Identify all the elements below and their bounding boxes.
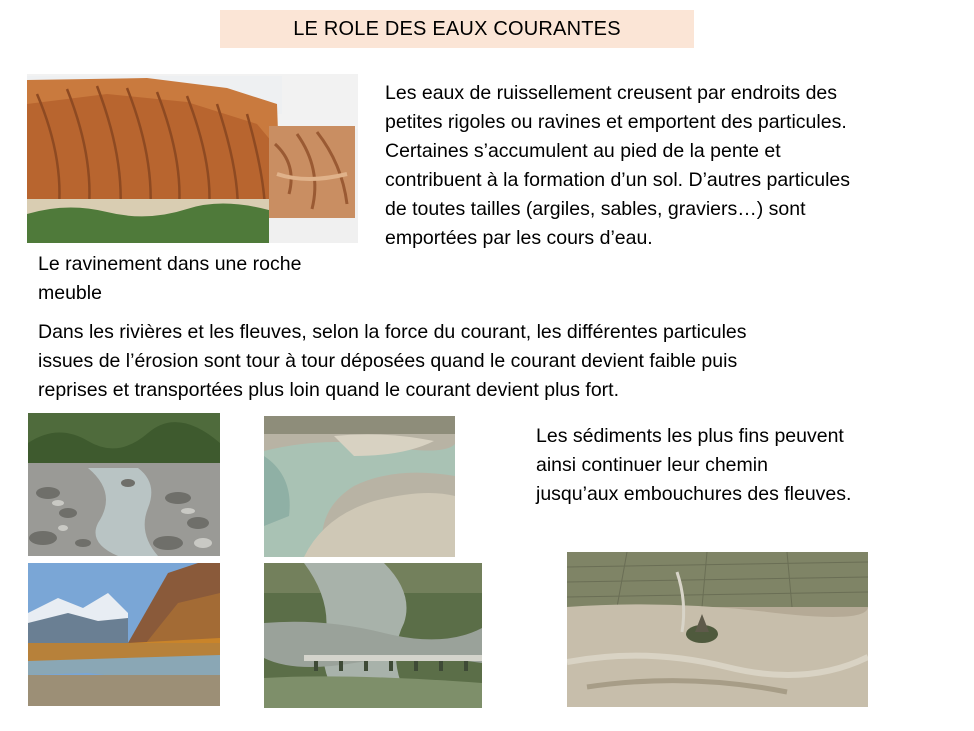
river-bridge-aerial-photo — [264, 563, 482, 708]
rocky-stream-photo — [28, 413, 220, 556]
alpine-valley-photo — [28, 563, 220, 706]
text-line: Les sédiments les plus fins peuvent — [536, 425, 844, 447]
sediments-paragraph — [536, 422, 956, 509]
ravine-caption — [38, 250, 358, 308]
text-line: reprises et transportées plus loin quand le courant devient plus fort. — [38, 379, 620, 401]
text-line: emportées par les cours d’eau. — [385, 227, 653, 249]
rivers-paragraph — [38, 318, 938, 405]
braided-river-photo — [264, 416, 455, 557]
text-line: Les eaux de ruissellement creusent par endroits des — [385, 82, 838, 104]
text-line: petites rigoles ou ravines et emportent des particules. — [385, 111, 847, 133]
text-line: Dans les rivières et les fleuves, selon la force du courant, les différentes particules — [38, 321, 747, 343]
estuary-bay-photo — [567, 552, 868, 707]
text-line: de toutes tailles (argiles, sables, graviers…) sont — [385, 198, 806, 220]
slide-title — [220, 10, 694, 48]
text-line: meuble — [38, 282, 102, 304]
text-line: jusqu’aux embouchures des fleuves. — [536, 483, 852, 505]
text-line: Certaines s’accumulent au pied de la pente et — [385, 140, 781, 162]
text-line: ainsi continuer leur chemin — [536, 454, 768, 476]
slide-title-text: LE ROLE DES EAUX COURANTES — [293, 17, 621, 40]
ravine-erosion-photo — [27, 74, 358, 243]
text-line: Le ravinement dans une roche — [38, 253, 302, 275]
text-line: issues de l’érosion sont tour à tour déposées quand le courant devient faible puis — [38, 350, 738, 372]
text-line: contribuent à la formation d’un sol. D’autres particules — [385, 169, 850, 191]
intro-paragraph — [385, 79, 955, 253]
